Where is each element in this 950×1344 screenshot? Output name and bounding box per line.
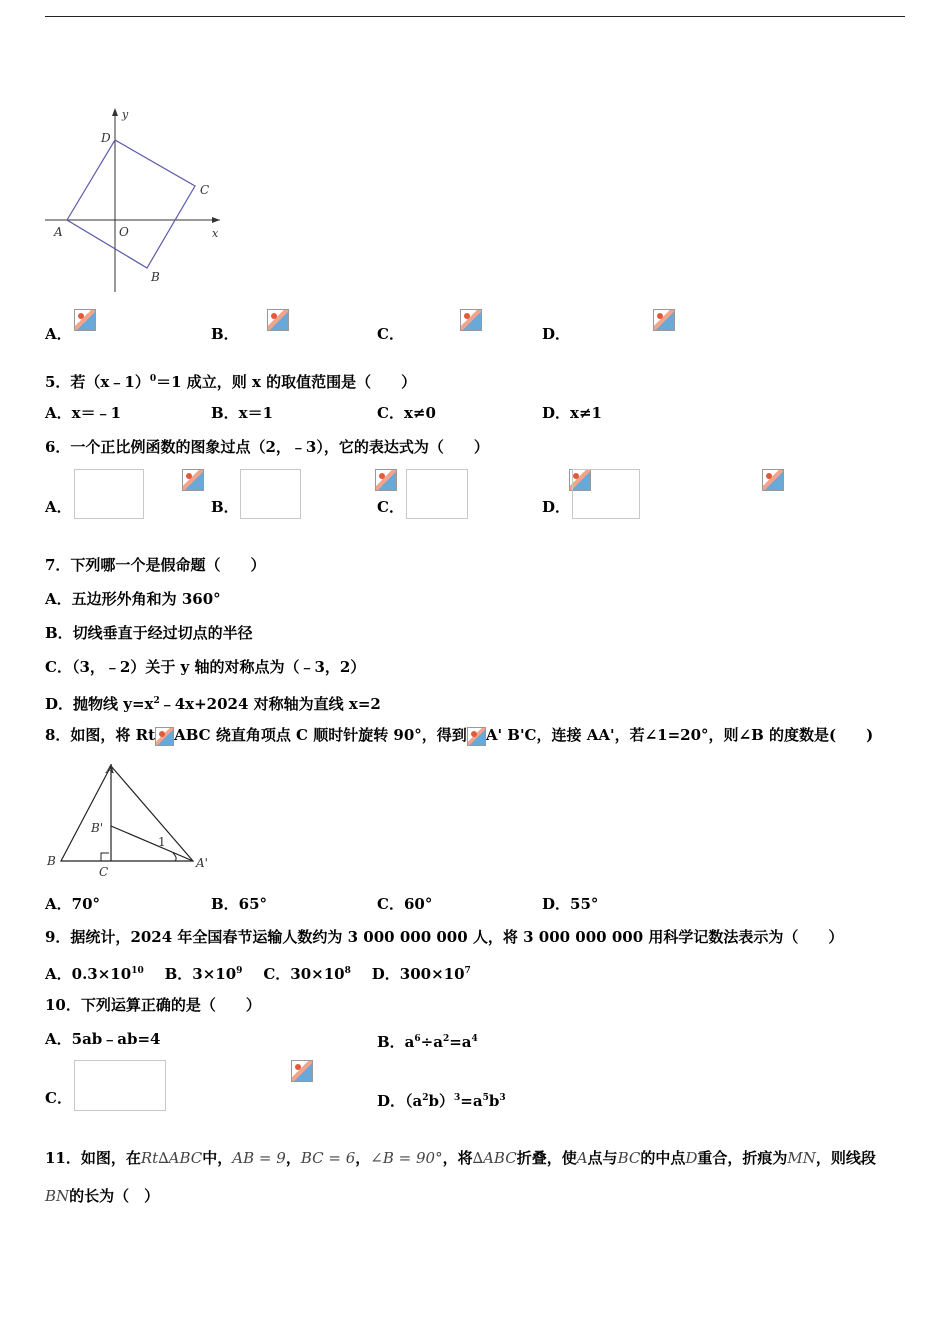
q10-stem: 10．下列运算正确的是（ ） <box>45 996 261 1014</box>
q8-stem: 8．如图，将 Rt ABC 绕直角项点 C 顺时针旋转 90°，得到 A' B'C，连接 AA'，若∠1=20°，则∠B 的度数是( ) <box>45 726 874 744</box>
axis-y-label: y <box>122 108 129 121</box>
q10-option-d[interactable]: D．$(a^2b)^3=a^5b^3$ <box>377 1092 506 1110</box>
q5-option-c[interactable]: C．x≠0 <box>377 404 436 422</box>
q4-option-a[interactable]: A． <box>45 325 72 343</box>
point-A-label: A <box>106 762 115 776</box>
q9-option-b[interactable]: B．$3\times 10^9$ <box>164 965 243 983</box>
q4-option-d[interactable]: D． <box>542 325 571 343</box>
q7-option-d[interactable]: D．抛物线 $y=x^2﹣4x+2024$ 对称轴为直线 x=2 <box>45 695 381 713</box>
q11-stem-line1: 11．如图，在Rt∆ABC中，AB = 9，BC = 6，∠B = 90°，将∆ABC折叠，使A点与BC的中点D重合，折痕为MN，则线段 <box>45 1149 876 1167</box>
formula-image-placeholder <box>74 469 144 519</box>
origin-O-label: O <box>119 225 129 239</box>
q9-option-a[interactable]: A．$0.3\times 10^{10}$ <box>45 965 144 983</box>
point-B-label: B <box>151 270 160 284</box>
q8-option-c[interactable]: C．60° <box>377 895 433 913</box>
q8-option-a[interactable]: A．70° <box>45 895 101 913</box>
q5-option-b[interactable]: B．x＝1 <box>211 404 274 422</box>
q6-option-b[interactable]: B． <box>211 498 239 516</box>
q6-option-c[interactable]: C． <box>377 498 404 516</box>
point-C-label: C <box>200 183 210 197</box>
q4-option-b[interactable]: B． <box>211 325 239 343</box>
broken-image-icon <box>653 309 675 331</box>
broken-image-icon <box>375 469 397 491</box>
axis-x-label: x <box>212 227 219 240</box>
q7-stem: 7．下列哪一个是假命题（ ） <box>45 556 266 574</box>
triangle-symbol-icon <box>155 727 174 746</box>
q11-stem-line2: BN的长为（ ） <box>45 1187 160 1205</box>
q7-option-a[interactable]: A．五边形外角和为 360° <box>45 590 221 608</box>
broken-image-icon <box>460 309 482 331</box>
header-rule <box>45 16 905 17</box>
triangle-symbol-icon <box>467 727 486 746</box>
q7-option-b[interactable]: B．切线垂直于经过切点的半径 <box>45 624 253 642</box>
square-coordinate-figure <box>40 100 230 295</box>
broken-image-icon <box>267 309 289 331</box>
point-A-prime-label: A' <box>196 856 208 870</box>
broken-image-icon <box>762 469 784 491</box>
broken-image-icon <box>291 1060 313 1082</box>
q10-option-b[interactable]: B．$a^6\div a^2=a^4$ <box>377 1033 478 1051</box>
q9-options-row <box>45 962 471 983</box>
formula-image-placeholder <box>74 1060 166 1111</box>
q6-option-d[interactable]: D． <box>542 498 571 516</box>
q9-stem: 9．据统计，2024 年全国春节运输人数约为 3 000 000 000 人，将 3 000 000 000 用科学记数法表示为（ ） <box>45 928 844 946</box>
formula-image-placeholder <box>240 469 301 519</box>
q9-option-d[interactable]: D．$300\times 10^7$ <box>371 965 471 983</box>
q9-option-c[interactable]: C．$30\times 10^8$ <box>263 965 351 983</box>
point-D-label: D <box>101 131 111 145</box>
angle-1-label: 1 <box>158 835 166 849</box>
formula-image-placeholder <box>572 469 640 519</box>
q6-option-a[interactable]: A． <box>45 498 72 516</box>
q5-option-d[interactable]: D．x≠1 <box>542 404 602 422</box>
broken-image-icon <box>74 309 96 331</box>
q5-option-a[interactable]: A．x＝﹣1 <box>45 404 122 422</box>
point-C-label: C <box>99 865 109 879</box>
rotated-triangle-figure <box>44 757 220 882</box>
formula-image-placeholder <box>406 469 468 519</box>
q8-option-b[interactable]: B．65° <box>211 895 268 913</box>
point-B-label: B <box>47 854 56 868</box>
q10-option-c[interactable]: C． <box>45 1089 72 1107</box>
q4-option-c[interactable]: C． <box>377 325 404 343</box>
point-A-label: A <box>54 225 63 239</box>
q5-stem: 5．若（x﹣1）$^0$＝1 成立，则 x 的取值范围是（ ） <box>45 373 417 391</box>
q6-stem: 6．一个正比例函数的图象过点（2，﹣3），它的表达式为（ ） <box>45 438 489 456</box>
q7-option-c[interactable]: C．（3，﹣2）关于 y 轴的对称点为（﹣3，2） <box>45 658 366 676</box>
broken-image-icon <box>182 469 204 491</box>
q8-option-d[interactable]: D．55° <box>542 895 599 913</box>
point-B-prime-label: B' <box>91 821 104 835</box>
q10-option-a[interactable]: A．5ab﹣ab=4 <box>45 1030 161 1048</box>
